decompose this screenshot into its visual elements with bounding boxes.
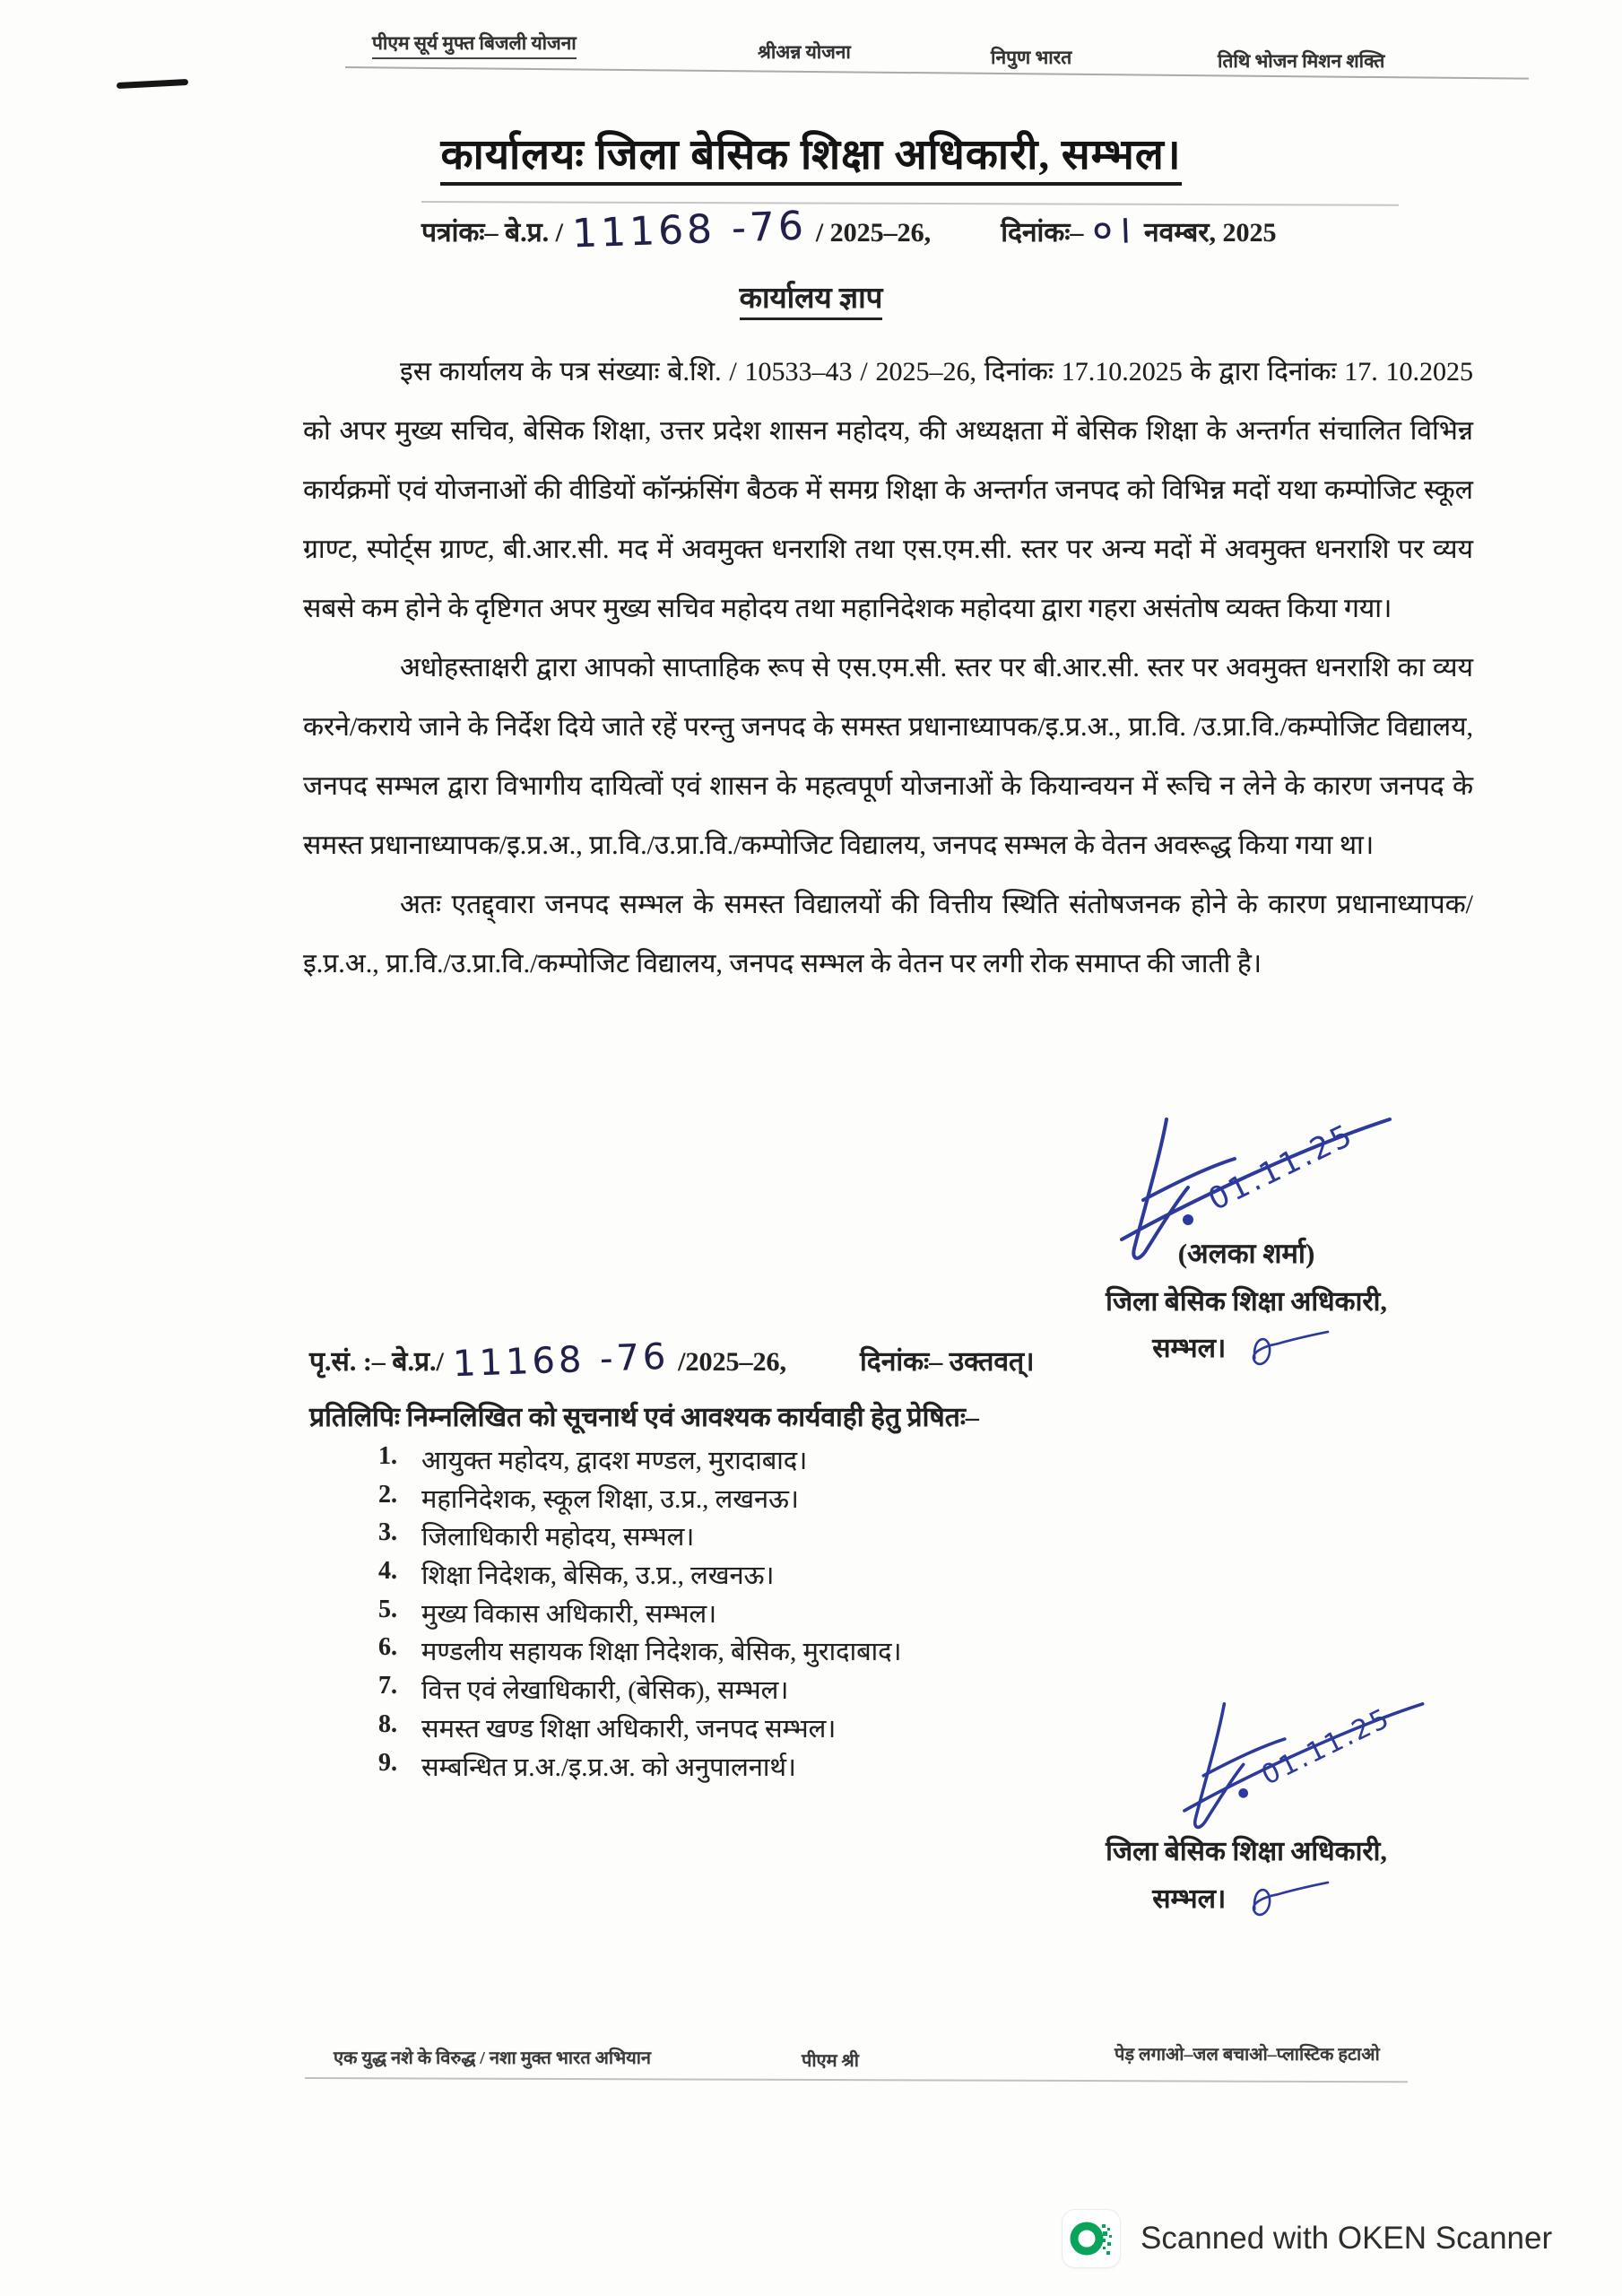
footer-rule-line: [305, 2077, 1408, 2083]
copy-list-item: [378, 1710, 1185, 1749]
copy-list-item: [378, 1518, 1185, 1557]
copy-item-number: 5.: [378, 1595, 397, 1623]
letterhead: [0, 124, 1622, 181]
copy-item-number: 8.: [378, 1709, 397, 1738]
copy-list-item: [378, 1442, 1185, 1481]
signatory-place: सम्भल।: [1067, 1877, 1426, 1924]
signature-flourish: [1233, 1877, 1340, 1924]
signatory-name: (अलका शर्मा): [1177, 1238, 1315, 1269]
copy-list-item: [378, 1557, 1185, 1596]
body-paragraph: अतः एतद्द्वारा जनपद सम्भल के समस्त विद्यालयों की वित्तीय स्थिति संतोषजनक होने के कारण प्रधानाध्यापक/इ.प्र.अ., प्रा.वि./उ.प्रा.वि./कम्पोजिट विद्यालय, जनपद सम्भल के वेतन पर लगी रोक समाप्त की जाती है।: [303, 890, 1473, 978]
copy-list-item: [378, 1672, 1185, 1710]
dispatch-suffix: /2025–26,: [678, 1347, 786, 1377]
dispatch-label: पृ.सं. :– बे.प्र./: [309, 1347, 444, 1377]
copy-item-text: समस्त खण्ड शिक्षा अधिकारी, जनपद सम्भल।: [421, 1714, 837, 1744]
copy-item-text: जिलाधिकारी महोदय, सम्भल।: [421, 1523, 695, 1552]
slogan-strip-item: एक युद्ध नशे के विरुद्ध / नशा मुक्त भारत अभियान: [334, 2048, 652, 2068]
ref-number-handwritten: 11168 -76: [571, 203, 808, 257]
copy-item-text: आयुक्त महोदय, द्वादश मण्डल, मुरादाबाद।: [421, 1447, 808, 1475]
signatory-block: [1067, 1234, 1426, 1373]
office-title: कार्यालयः जिला बेसिक शिक्षा अधिकारी, सम्भल।: [440, 132, 1181, 186]
memo-heading-wrap: [0, 276, 1622, 317]
date-day-handwritten: ०।: [1091, 206, 1137, 254]
scheme-strip-item: श्रीअन्न योजना: [758, 41, 851, 63]
copy-item-text: सम्बन्धित प्र.अ./इ.प्र.अ. को अनुपालनार्थ।: [421, 1752, 796, 1782]
copy-item-number: 4.: [378, 1557, 397, 1586]
slogan-strip-item: पीएम श्री: [802, 2051, 859, 2071]
body-paragraph: अधोहस्ताक्षरी द्वारा आपको साप्ताहिक रूप से एस.एम.सी. स्तर पर बी.आर.सी. स्तर पर अवमुक्त धनराशि का व्यय करने/कराये जाने के निर्देश दिये जाते रहें परन्तु जनपद के समस्त प्रधानाध्यापक/इ.प्र.अ., प्रा.वि. /उ.प्रा.वि./कम्पोजिट विद्यालय, जनपद सम्भल द्वारा विभागीय दायित्वों एवं शासन के महत्वपूर्ण योजनाओं के कियान्वयन में रूचि न लेने के कारण जनपद के समस्त प्रधानाध्यापक/इ.प्र.अ., प्रा.वि./उ.प्रा.वि./कम्पोजिट विद्यालय, जनपद सम्भल के वेतन अवरूद्ध किया गया था।: [303, 653, 1473, 860]
scheme-strip-item: निपुण भारत: [991, 47, 1072, 68]
scheme-strip-item: तिथि भोजन मिशन शक्ति: [1218, 50, 1385, 72]
dispatch-date: दिनांकः– उक्तवत्।: [860, 1347, 1035, 1377]
letter-ref-row: [421, 199, 1277, 257]
copy-list: [378, 1442, 1185, 1787]
copy-list-item: [378, 1481, 1185, 1519]
signature-date-scribble: 01.11.25: [1202, 1117, 1360, 1219]
body-paragraph: इस कार्यालय के पत्र संख्याः बे.शि. / 10533–43 / 2025–26, दिनांकः 17.10.2025 के द्वारा दिनांकः 17. 10.2025 को अपर मुख्य सचिव, बेसिक शिक्षा, उत्तर प्रदेश शासन महोदय, की अध्यक्षता में बेसिक शिक्षा के अन्तर्गत संचालित विभिन्न कार्यक्रमों एवं योजनाओं की वीडियों कॉन्फ्रंसिंग बैठक में समग्र शिक्षा के अन्तर्गत जनपद को विभिन्न मदों यथा कम्पोजिट स्कूल ग्राण्ट, स्पोर्ट्स ग्राण्ट, बी.आर.सी. मद में अवमुक्त धनराशि तथा एस.एम.सी. स्तर पर अन्य मदों में अवमुक्त धनराशि पर व्यय सबसे कम होने के दृष्टिगत अपर मुख्य सचिव महोदय तथा महानिदेशक महोदया द्वारा गहरा असंतोष व्यक्त किया गया।: [303, 357, 1473, 623]
copy-heading: प्रतिलिपिः निम्नलिखित को सूचनार्थ एवं आवश्यक कार्यवाही हेतु प्रेषितः–: [309, 1403, 979, 1432]
copy-list-item: [378, 1749, 1185, 1787]
signatory-place: सम्भल।: [1067, 1326, 1426, 1373]
ref-suffix: / 2025–26,: [815, 218, 932, 248]
scanner-footer-label: Scanned with OKEN Scanner: [1141, 2221, 1553, 2256]
copy-item-text: मण्डलीय सहायक शिक्षा निदेशक, बेसिक, मुरादाबाद।: [421, 1638, 902, 1667]
scheme-strip-item: पीएम सूर्य मुफ्त बिजली योजना: [372, 30, 577, 59]
copy-item-number: 7.: [378, 1672, 397, 1700]
dispatch-ref-row: [309, 1335, 1035, 1386]
ink-smudge: [117, 79, 188, 89]
date-label: दिनांकः–: [1001, 218, 1084, 248]
date-rest: नवम्बर, 2025: [1143, 218, 1277, 248]
copy-item-text: महानिदेशक, स्कूल शिक्षा, उ.प्र., लखनऊ।: [421, 1484, 799, 1514]
signature-ink: [1148, 1695, 1435, 1839]
dispatch-number-handwritten: 11168 -76: [452, 1335, 670, 1386]
signatory-block: [1067, 1831, 1426, 1924]
signature-flourish: [1233, 1326, 1340, 1373]
signature-date-scribble: 01.11.25: [1256, 1701, 1396, 1792]
copy-item-text: शिक्षा निदेशक, बेसिक, उ.प्र., लखनऊ।: [421, 1561, 775, 1591]
copy-item-text: वित्त एवं लेखाधिकारी, (बेसिक), सम्भल।: [421, 1676, 789, 1706]
oken-logo-icon: [1063, 2210, 1120, 2267]
signatory-designation: जिला बेसिक शिक्षा अधिकारी,: [1106, 1287, 1387, 1317]
slogan-strip-item: पेड़ लगाओ–जल बचाओ–प्लास्टिक हटाओ: [1115, 2045, 1380, 2065]
ref-label: पत्रांकः– बे.प्र. /: [421, 218, 564, 248]
memo-heading: कार्यालय ज्ञाप: [740, 283, 883, 320]
signatory-designation: जिला बेसिक शिक्षा अधिकारी,: [1106, 1837, 1387, 1866]
copy-item-number: 2.: [378, 1480, 397, 1509]
copy-list-item: [378, 1633, 1185, 1672]
copy-item-number: 6.: [378, 1633, 397, 1662]
copy-item-number: 9.: [378, 1748, 397, 1777]
letter-body: [303, 343, 1473, 994]
copy-list-item: [378, 1596, 1185, 1634]
copy-item-number: 3.: [378, 1518, 397, 1547]
copy-item-number: 1.: [378, 1442, 397, 1470]
copy-item-text: मुख्य विकास अधिकारी, सम्भल।: [421, 1599, 717, 1629]
